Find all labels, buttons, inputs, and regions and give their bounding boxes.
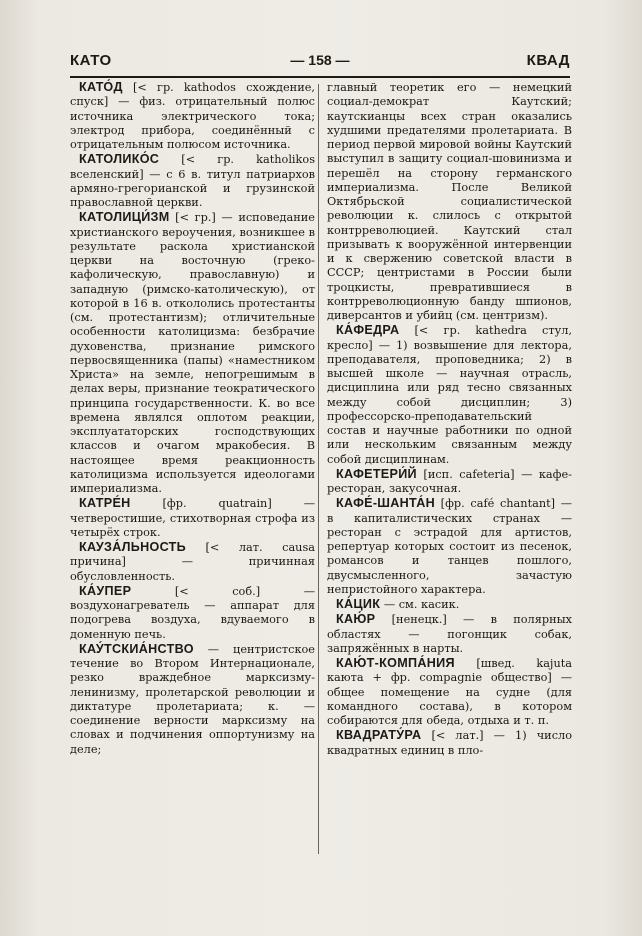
entry-headword: КАФЕ́-ШАНТА́Н <box>336 496 436 511</box>
dictionary-entry <box>70 540 315 584</box>
left-column <box>70 80 315 757</box>
entry-definition: — центристское течение во Втором Интернационале, резко враждебное марксизму-ленинизму, пролетарской революции и диктатуре пролетариата; к. — соединение верности марксизму на словах и подчинения оппортунизму на деле; <box>70 642 315 756</box>
dictionary-entry <box>70 152 315 210</box>
entry-definition: [< лат.] — 1) число квадратных единиц в пло- <box>327 729 572 757</box>
dictionary-entry <box>70 496 315 540</box>
dictionary-entry <box>327 323 572 467</box>
dictionary-entry <box>327 728 572 758</box>
entry-headword: КАТОЛИЦИ́ЗМ <box>79 210 170 225</box>
entry-definition: [< гр.] — исповедание христианского вероучения, возникшее в результате раскола христианской церкви на восточную (греко-кафолическую, православную) и западную (римско-католическую), от которой в 16 в. откололись протестанты (см. протестантизм); отличительные особенности католицизма: безбрачие духовенства, признание римского первосвященника (папы) «наместником Христа» на земле, непогрешимым в делах веры, признание теократического принципа государственности. К. во все времена являлся оплотом реакции, эксплуататорских господствующих классов и очагом мракобесия. В настоящее время реакционность католицизма используется идеологами империализма. <box>70 211 315 495</box>
entry-headword: КАЮ́Т-КОМПА́НИЯ <box>336 656 455 670</box>
entry-headword: КВАДРАТУ́РА <box>336 728 422 743</box>
dictionary-entry <box>327 597 572 612</box>
entry-headword: КАУ́ТСКИА́НСТВО <box>79 641 194 656</box>
entry-definition: [< гр. katholikos вселенский] — с 6 в. титул патриархов армяно-грегорианской и грузинской православной церкви. <box>70 153 315 209</box>
entry-definition: [< лат. causa причина] — причинная обусловленность. <box>70 541 315 583</box>
entry-headword: КАУЗА́ЛЬНОСТЬ <box>79 540 187 554</box>
running-head-right: КВАД <box>526 52 570 69</box>
entry-definition: главный теоретик его — немецкий социал-демократ Каутский; каутскианцы всех стран оказались худшими предателями пролетариата. В период первой мировой войны Каутский выступил в защиту социал-шовинизма и перешёл на сторону германского империализма. После Великой Октябрьской социалистической революции к. слилось с открытой контрреволюцией. Каутский стал призывать к вооружённой интервенции и к свержению советской власти в СССР; центристами в России были троцкисты, превратившиеся в контрреволюционную банду шпионов, диверсантов и убийц (см. центризм). <box>327 81 572 322</box>
entry-definition: [< гр. kathodos схождение, спуск] — физ. отрицательный полюс источника электрического тока; электрод прибора, соединённый с отрицательным полюсом источника. <box>70 81 315 151</box>
dictionary-entry <box>327 467 572 497</box>
entry-definition: [< соб.] — воздухонагреватель — аппарат для подогрева воздуха, вдуваемого в доменную печь. <box>70 584 315 641</box>
entry-definition: [ненецк.] — в полярных областях — погонщик собак, запряжённых в нарты. <box>327 613 572 655</box>
dictionary-entry <box>70 80 315 152</box>
entry-definition: [фр. café chantant] — в капиталистических странах — ресторан с эстрадой для артистов, репертуар которых состоит из песенок, романсов и танцев пошлого, двусмысленного, зачастую непристойного характера. <box>327 497 572 596</box>
entry-headword: КАФЕТЕРИ́Й <box>336 466 417 481</box>
dictionary-entry <box>327 496 572 597</box>
entry-headword: КА́УПЕР <box>79 583 132 598</box>
running-head-left: КАТО <box>70 52 112 69</box>
column-divider <box>318 84 319 854</box>
entry-headword: КА́ФЕДРА <box>336 323 400 338</box>
entry-definition: [швед. kajuta каюта + фр. compagnie общество] — общее помещение на судне (для командного состава), в котором собираются для обеда, отдыха и т. п. <box>327 657 572 727</box>
page-header <box>70 52 570 74</box>
entry-headword: КАТО́Д <box>79 80 123 94</box>
entry-headword: КАТОЛИКО́С <box>79 152 160 167</box>
entry-definition: [фр. quatrain] — четверостишие, стихотворная строфа из четырёх строк. <box>70 497 315 539</box>
entry-definition: [исп. cafeteria] — кафе-ресторан, закусочная. <box>327 467 572 495</box>
entry-headword: КА́ЦИК <box>336 597 381 611</box>
dictionary-entry-continued <box>327 80 572 323</box>
header-rule <box>70 76 570 78</box>
dictionary-entry <box>70 642 315 757</box>
right-column <box>327 80 572 758</box>
dictionary-entry <box>327 612 572 656</box>
dictionary-entry <box>327 656 572 728</box>
entry-headword: КАТРЕ́Н <box>79 496 131 511</box>
entry-definition: — см. касик. <box>380 598 460 611</box>
page-number: — 158 — <box>290 52 350 68</box>
dictionary-entry <box>70 210 315 496</box>
entry-definition: [< гр. kathedra стул, кресло] — 1) возвышение для лектора, преподавателя, проповедника; 2) в высшей школе — научная отрасль, дисциплина или ряд тесно связанных между собой дисциплин; 3) профессорско-преподавательский состав и научные работники по одной или нескольким связанным между собой дисциплинам. <box>327 324 572 466</box>
dictionary-entry <box>70 584 315 642</box>
entry-headword: КАЮ́Р <box>336 612 376 627</box>
